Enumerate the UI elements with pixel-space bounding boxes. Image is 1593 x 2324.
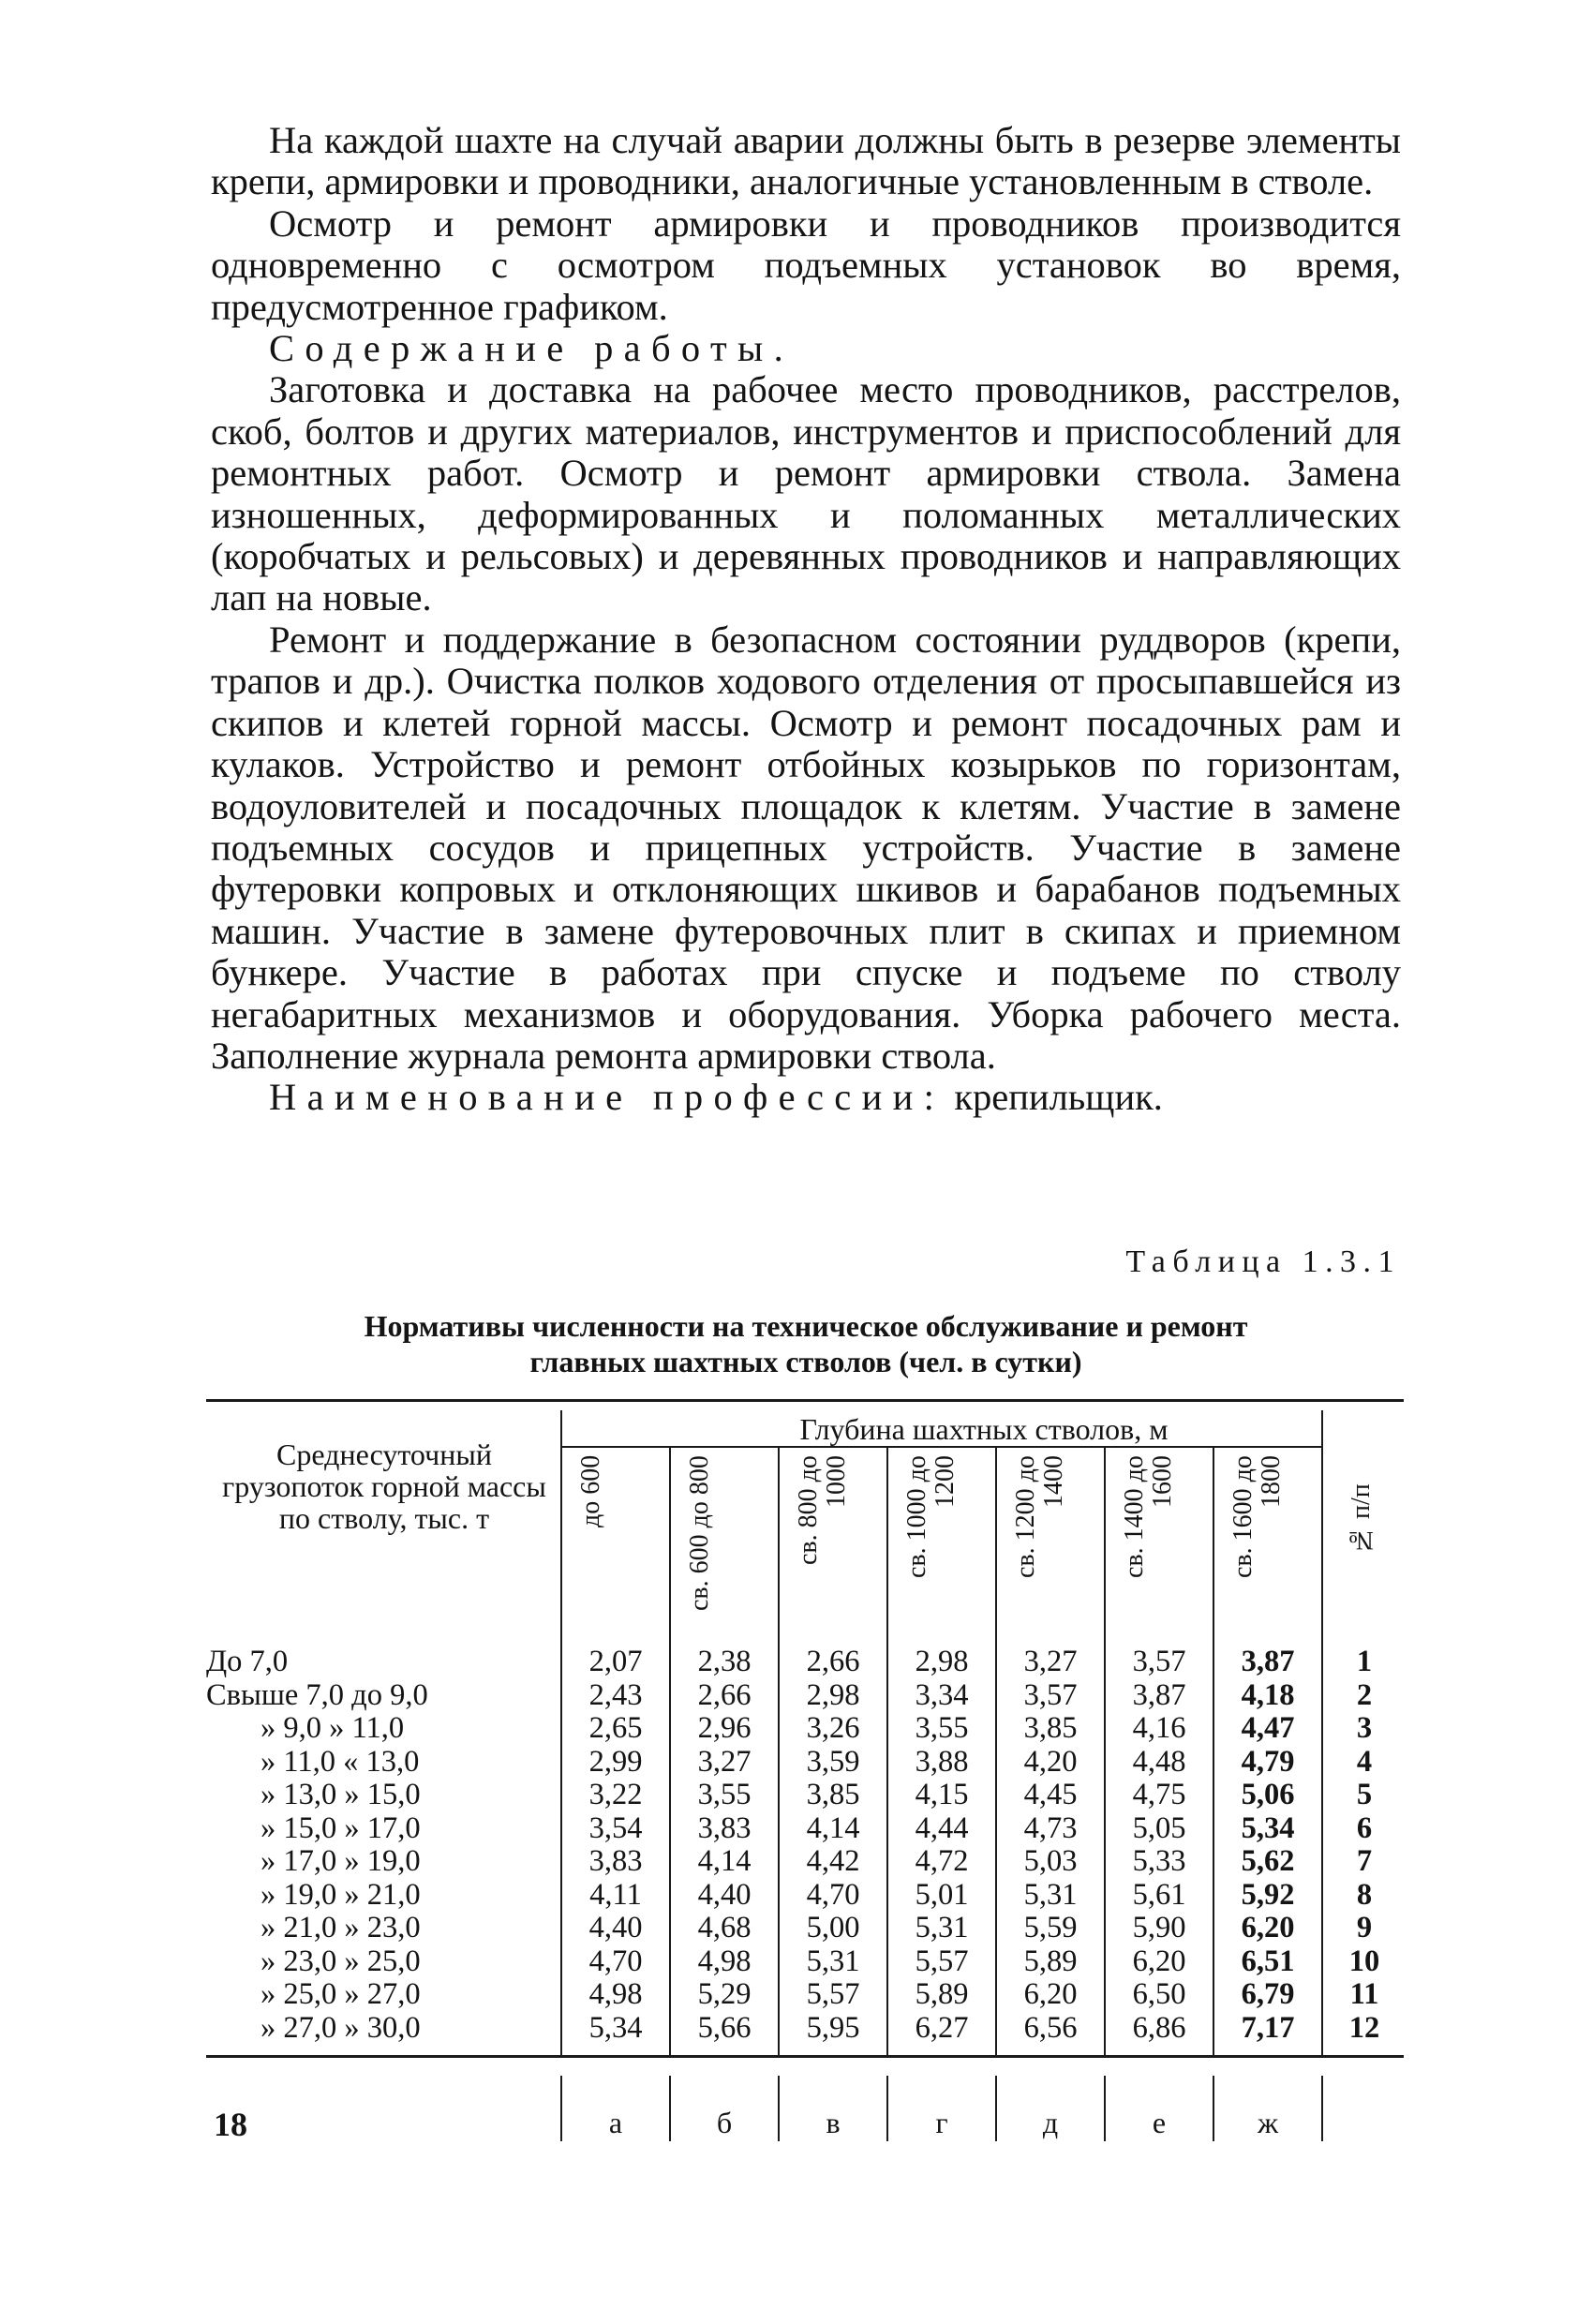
footer-divider — [669, 2076, 671, 2141]
table-cell: 3,83 — [588, 1844, 643, 1878]
table-cell: 4,72 — [915, 1844, 969, 1878]
row-number: 9 — [1356, 1911, 1373, 1944]
row-number-header: № п/п — [1347, 1483, 1376, 1555]
table-cell: 3,57 — [1132, 1645, 1186, 1678]
table-cell: 3,59 — [806, 1744, 860, 1779]
row-label: » 25,0 » 27,0 — [261, 1977, 421, 2011]
table-cell: 4,48 — [1132, 1744, 1186, 1779]
table-cell: 2,66 — [697, 1677, 752, 1712]
table-cell: 7,17 — [1241, 2010, 1295, 2045]
table-cell: 4,44 — [915, 1810, 969, 1845]
table-cell: 4,14 — [697, 1844, 752, 1878]
table-cell: 5,66 — [697, 2010, 752, 2045]
table-cell: 5,61 — [1132, 1877, 1186, 1912]
table-cell: 4,15 — [915, 1778, 969, 1811]
table-cell: 3,34 — [915, 1677, 969, 1712]
footer-divider — [886, 2076, 888, 2141]
table-cell: 4,16 — [1132, 1711, 1186, 1745]
profession-label: Наименование профессии: — [269, 1076, 945, 1119]
table-cell: 3,55 — [915, 1711, 969, 1745]
table-cell: 6,50 — [1132, 1977, 1186, 2011]
column-divider — [886, 1446, 888, 2055]
row-number: 5 — [1356, 1778, 1373, 1811]
table-cell: 4,73 — [1023, 1810, 1078, 1845]
table-cell: 2,66 — [806, 1645, 860, 1678]
table-cell: 6,56 — [1023, 2010, 1078, 2045]
table-cell: 2,38 — [697, 1645, 752, 1678]
table-cell: 5,03 — [1023, 1844, 1078, 1878]
depth-column-header: св. 800 до 1000 — [794, 1455, 851, 1565]
table-title-line-2: главных шахтных стволов (чел. в сутки) — [529, 1345, 1082, 1378]
table-cell: 5,90 — [1132, 1911, 1186, 1944]
table-cell: 4,40 — [697, 1877, 752, 1912]
row-number: 4 — [1356, 1744, 1373, 1779]
table-cell: 4,79 — [1241, 1744, 1295, 1779]
column-letter: в — [826, 2106, 841, 2139]
row-number: 3 — [1356, 1711, 1373, 1745]
norms-table — [206, 1399, 1404, 2139]
table-cell: 5,33 — [1132, 1844, 1186, 1878]
row-label: Свыше 7,0 до 9,0 — [206, 1677, 428, 1712]
table-cell: 4,98 — [697, 1944, 752, 1978]
table-cell: 4,47 — [1241, 1711, 1295, 1745]
paragraph-work-2: Ремонт и поддержание в безопасном состоянии руддворов (крепи, трапов и др.). Очистка полков ходового отделения от просыпавшейся из скипов и клетей горной массы. Осмотр и ремонт посадочных рам и кулаков. Устройство и ремонт отбойных козырьков по горизонтам, водоуловителей и посадочных площадок к клетям. Участие в замене подъемных сосудов и прицепных устройств. Участие в замене футеровки копровых и отклоняющих шкивов и барабанов подъемных машин. Участие в замене футеровочных плит в скипах и приемном бункере. Участие в работах при спуске и подъеме по стволу негабаритных механизмов и оборудования. Уборка рабочего места. Заполнение журнала ремонта армировки ствола. — [211, 618, 1401, 1077]
body-text — [211, 120, 1401, 1119]
table-cell: 3,26 — [806, 1711, 860, 1745]
table-cell: 4,14 — [806, 1810, 860, 1845]
column-letter: ж — [1257, 2106, 1279, 2139]
table-cell: 2,98 — [806, 1677, 860, 1712]
table-cell: 5,57 — [806, 1977, 860, 2011]
table-cell: 5,92 — [1241, 1877, 1295, 1912]
column-letter: а — [608, 2106, 623, 2139]
table-cell: 3,88 — [915, 1744, 969, 1779]
footer-divider — [560, 2076, 562, 2141]
table-cell: 4,75 — [1132, 1778, 1186, 1811]
work-content-heading: Содержание работы. — [269, 327, 795, 370]
column-divider — [1104, 1446, 1106, 2055]
table-cell: 3,27 — [1023, 1645, 1078, 1678]
paragraph-work-1: Заготовка и доставка на рабочее место проводников, расстрелов, скоб, болтов и других материалов, инструментов и приспособлений для ремонтных работ. Осмотр и ремонт армировки ствола. Замена изношенных, деформированных и поломанных металлических (коробчатых и рельсовых) и деревянных проводников и направляющих лап на новые. — [211, 368, 1401, 619]
depth-subheader-rule — [560, 1446, 1321, 1448]
table-cell: 5,95 — [806, 2010, 860, 2045]
row-label: » 21,0 » 23,0 — [261, 1911, 421, 1944]
profession-value: крепильщик. — [954, 1076, 1163, 1119]
table-cell: 5,31 — [806, 1944, 860, 1978]
table-title — [211, 1308, 1401, 1379]
table-cell: 2,99 — [588, 1744, 643, 1779]
table-cell: 5,06 — [1241, 1778, 1295, 1811]
depth-group-header: Глубина шахтных стволов, м — [799, 1412, 1169, 1446]
table-cell: 3,85 — [1023, 1711, 1078, 1745]
depth-column-header: св. 1400 до 1600 — [1120, 1455, 1177, 1578]
row-label: » 15,0 » 17,0 — [261, 1810, 421, 1845]
depth-column-header: до 600 — [576, 1455, 605, 1528]
table-cell: 3,87 — [1132, 1677, 1186, 1712]
row-label: » 13,0 » 15,0 — [261, 1778, 421, 1811]
column-letter: е — [1152, 2106, 1167, 2139]
depth-column-header: св. 1200 до 1400 — [1011, 1455, 1068, 1578]
table-cell: 6,79 — [1241, 1977, 1295, 2011]
table-cell: 3,87 — [1241, 1645, 1295, 1678]
page-number: 18 — [214, 2106, 247, 2143]
column-divider — [1321, 1410, 1323, 2055]
row-number: 6 — [1356, 1810, 1373, 1845]
row-label: » 19,0 » 21,0 — [261, 1877, 421, 1912]
table-cell: 4,45 — [1023, 1778, 1078, 1811]
table-cell: 3,55 — [697, 1778, 752, 1811]
row-number: 10 — [1348, 1944, 1380, 1978]
table-cell: 6,20 — [1241, 1911, 1295, 1944]
table-cell: 2,96 — [697, 1711, 752, 1745]
table-cell: 5,01 — [915, 1877, 969, 1912]
table-cell: 5,34 — [588, 2010, 643, 2045]
row-label: » 17,0 » 19,0 — [261, 1844, 421, 1878]
footer-divider — [995, 2076, 997, 2141]
row-label: » 27,0 » 30,0 — [261, 2010, 421, 2045]
column-letter: д — [1042, 2106, 1059, 2139]
table-cell: 3,22 — [588, 1778, 643, 1811]
depth-column-header: св. 600 до 800 — [685, 1455, 714, 1611]
table-cell: 6,20 — [1023, 1977, 1078, 2011]
depth-column-header: св. 1000 до 1200 — [902, 1455, 960, 1578]
column-divider — [560, 1410, 562, 2055]
table-cell: 2,43 — [588, 1677, 643, 1712]
table-cell: 5,29 — [697, 1977, 752, 2011]
table-cell: 6,86 — [1132, 2010, 1186, 2045]
table-cell: 3,27 — [697, 1744, 752, 1779]
row-number: 1 — [1356, 1645, 1373, 1678]
table-cell: 2,07 — [588, 1645, 643, 1678]
row-number: 12 — [1348, 2010, 1380, 2045]
table-cell: 4,20 — [1023, 1744, 1078, 1779]
table-cell: 3,83 — [697, 1810, 752, 1845]
table-cell: 4,98 — [588, 1977, 643, 2011]
table-title-line-1: Нормативы численности на техническое обслуживание и ремонт — [364, 1309, 1248, 1343]
paragraph-reserve: На каждой шахте на случай аварии должны быть в резерве элементы крепи, армировки и проводники, аналогичные установленным в стволе. — [211, 119, 1401, 203]
paragraph-inspection: Осмотр и ремонт армировки и проводников производится одновременно с осмотром подъемных установок во время, предусмотренное графиком. — [211, 201, 1401, 328]
table-cell: 4,70 — [588, 1944, 643, 1978]
profession-line — [211, 1077, 1401, 1118]
table-cell: 4,18 — [1241, 1677, 1295, 1712]
table-cell: 5,57 — [915, 1944, 969, 1978]
table-cell: 4,42 — [806, 1844, 860, 1878]
footer-divider — [1321, 2076, 1323, 2141]
table-cell: 4,11 — [589, 1877, 642, 1912]
table-cell: 5,00 — [806, 1911, 860, 1944]
table-cell: 4,40 — [588, 1911, 643, 1944]
table-cell: 6,20 — [1132, 1944, 1186, 1978]
row-number: 2 — [1356, 1677, 1373, 1712]
table-cell: 6,27 — [915, 2010, 969, 2045]
footer-divider — [1104, 2076, 1106, 2141]
column-letter: б — [716, 2106, 733, 2139]
row-label: » 11,0 « 13,0 — [261, 1744, 420, 1779]
column-divider — [778, 1446, 780, 2055]
table-cell: 2,98 — [915, 1645, 969, 1678]
row-number: 8 — [1356, 1877, 1373, 1912]
row-label: До 7,0 — [206, 1645, 289, 1678]
table-cell: 5,34 — [1241, 1810, 1295, 1845]
table-cell: 5,89 — [1023, 1944, 1078, 1978]
table-cell: 6,51 — [1241, 1944, 1295, 1978]
table-body-bottom-rule — [206, 2055, 1404, 2058]
table-top-rule — [206, 1399, 1404, 1402]
table-cell: 5,31 — [1023, 1877, 1078, 1912]
table-cell: 5,89 — [915, 1977, 969, 2011]
footer-divider — [1213, 2076, 1214, 2141]
left-column-header: Среднесуточный грузопоток горной массы по стволу, тыс. т — [222, 1438, 546, 1535]
row-number: 7 — [1356, 1844, 1373, 1878]
table-cell: 5,31 — [915, 1911, 969, 1944]
table-cell: 3,57 — [1023, 1677, 1078, 1712]
table-cell: 5,05 — [1132, 1810, 1186, 1845]
table-cell: 5,59 — [1023, 1911, 1078, 1944]
row-label: » 9,0 » 11,0 — [261, 1711, 405, 1745]
table-caption: Таблица 1.3.1 — [1125, 1244, 1401, 1279]
table-cell: 3,85 — [806, 1778, 860, 1811]
column-divider — [995, 1446, 997, 2055]
table-cell: 5,62 — [1241, 1844, 1295, 1878]
row-label: » 23,0 » 25,0 — [261, 1944, 421, 1978]
table-cell: 4,68 — [697, 1911, 752, 1944]
column-divider — [669, 1446, 671, 2055]
table-cell: 2,65 — [588, 1711, 643, 1745]
table-cell: 3,54 — [588, 1810, 643, 1845]
column-letter: г — [935, 2106, 948, 2139]
row-number: 11 — [1349, 1977, 1379, 2011]
footer-divider — [778, 2076, 780, 2141]
column-divider — [1213, 1446, 1214, 2055]
depth-column-header: св. 1600 до 1800 — [1228, 1455, 1286, 1578]
table-cell: 4,70 — [806, 1877, 860, 1912]
